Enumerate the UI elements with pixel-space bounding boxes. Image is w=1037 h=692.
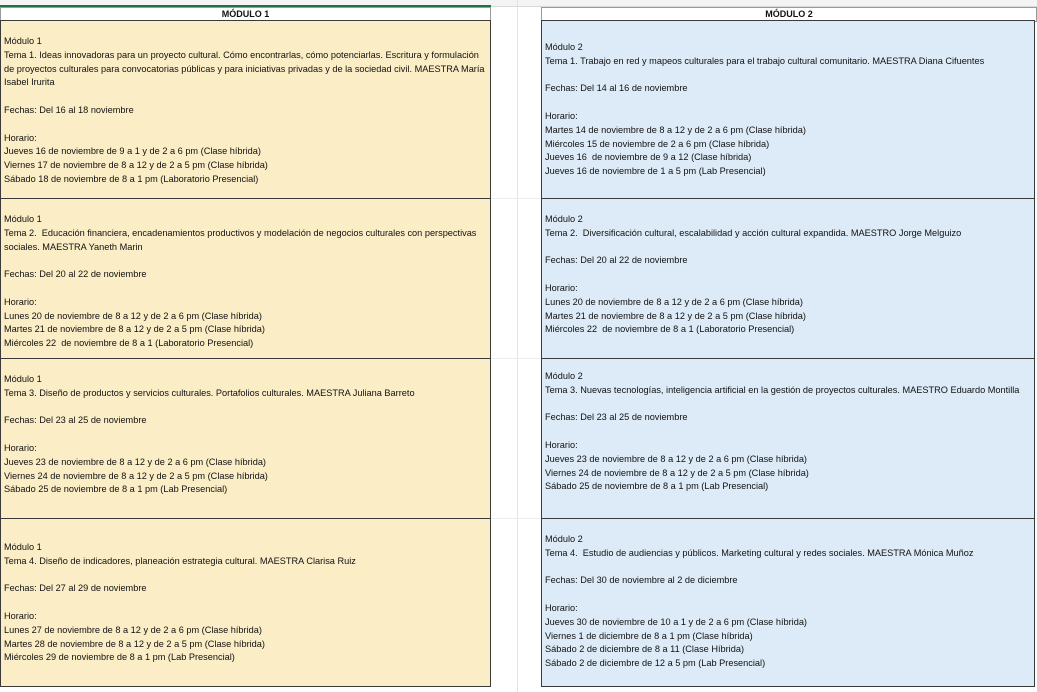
topic-text: Tema 3. Diseño de productos y servicios culturales. Portafolios culturales. MAESTRA Juliana Barreto xyxy=(4,387,415,398)
schedule-line: Miércoles 29 de noviembre de 8 a 1 pm (Lab Presencial) xyxy=(4,652,235,663)
schedule-label: Horario: xyxy=(4,610,37,621)
dates-text: Fechas: Del 14 al 16 de noviembre xyxy=(545,83,688,94)
schedule-line: Jueves 30 de noviembre de 10 a 1 y de 2 a 6 pm (Clase híbrida) xyxy=(545,616,807,627)
schedule-label: Horario: xyxy=(4,296,37,307)
schedule-line: Miércoles 15 de noviembre de 2 a 6 pm (Clase híbrida) xyxy=(545,138,770,149)
module-label: Módulo 2 xyxy=(545,214,583,224)
schedule-line: Sábado 2 de diciembre de 8 a 11 (Clase Híbrida) xyxy=(545,644,745,655)
dates-text: Fechas: Del 20 al 22 de noviembre xyxy=(4,269,147,280)
topic-text: Tema 3. Nuevas tecnologías, inteligencia artificial en la gestión de proyectos culturales. MAESTRO Eduardo Montilla xyxy=(545,384,1020,395)
schedule-line: Sábado 25 de noviembre de 8 a 1 pm (Lab Presencial) xyxy=(4,484,228,495)
schedule-line: Lunes 27 de noviembre de 8 a 12 y de 2 a 6 pm (Clase híbrida) xyxy=(4,624,262,635)
dates-text: Fechas: Del 16 al 18 noviembre xyxy=(4,104,134,115)
module1-cell-3[interactable] xyxy=(0,358,491,519)
schedule-line: Martes 21 de noviembre de 8 a 12 y de 2 a 5 pm (Clase híbrida) xyxy=(545,310,806,321)
module-label: Módulo 1 xyxy=(4,374,42,384)
module2-cell-1[interactable] xyxy=(541,20,1035,199)
module-label: Módulo 2 xyxy=(545,42,583,52)
dates-text: Fechas: Del 20 al 22 de noviembre xyxy=(545,255,688,266)
schedule-label: Horario: xyxy=(545,110,578,121)
topic-text: Tema 4. Diseño de indicadores, planeación estrategia cultural. MAESTRA Clarisa Ruiz xyxy=(4,555,356,566)
module1-header[interactable]: MÓDULO 1 xyxy=(0,7,491,22)
schedule-line: Martes 28 de noviembre de 8 a 12 y de 2 a 5 pm (Clase híbrida) xyxy=(4,638,265,649)
topic-text: Tema 2. Educación financiera, encadenamientos productivos y modelación de negocios culturales con perspectivas sociales. MAESTRA Yaneth Marin xyxy=(4,227,479,252)
schedule-line: Sábado 25 de noviembre de 8 a 1 pm (Lab Presencial) xyxy=(545,481,769,492)
module2-header[interactable]: MÓDULO 2 xyxy=(541,7,1037,22)
module1-cell-1[interactable] xyxy=(0,20,491,199)
schedule-line: Viernes 24 de noviembre de 8 a 12 y de 2 a 5 pm (Clase híbrida) xyxy=(4,470,268,481)
schedule-line: Sábado 2 de diciembre de 12 a 5 pm (Lab Presencial) xyxy=(545,658,766,669)
topic-text: Tema 4. Estudio de audiencias y públicos. Marketing cultural y redes sociales. MAESTRA Mónica Muñoz xyxy=(545,547,974,558)
dates-text: Fechas: Del 27 al 29 de noviembre xyxy=(4,583,147,594)
schedule-label: Horario: xyxy=(4,132,37,143)
schedule-label: Horario: xyxy=(4,442,37,453)
module1-cell-4[interactable] xyxy=(0,518,491,687)
schedule-line: Miércoles 22 de noviembre de 8 a 1 (Laboratorio Presencial) xyxy=(4,338,254,349)
module2-cell-4[interactable] xyxy=(541,518,1035,687)
module-label: Módulo 1 xyxy=(4,36,42,46)
topic-text: Tema 2. Diversificación cultural, escalabilidad y acción cultural expandida. MAESTRO Jorge Melguizo xyxy=(545,227,962,238)
schedule-label: Horario: xyxy=(545,602,578,613)
schedule-line: Viernes 1 de diciembre de 8 a 1 pm (Clase híbrida) xyxy=(545,630,753,641)
dates-text: Fechas: Del 23 al 25 de noviembre xyxy=(4,415,147,426)
schedule-line: Jueves 16 de noviembre de 1 a 5 pm (Lab Presencial) xyxy=(545,166,766,177)
module-label: Módulo 2 xyxy=(545,371,583,381)
module-label: Módulo 1 xyxy=(4,214,42,224)
schedule-line: Jueves 16 de noviembre de 9 a 12 (Clase híbrida) xyxy=(545,152,752,163)
schedule-line: Lunes 20 de noviembre de 8 a 12 y de 2 a 6 pm (Clase híbrida) xyxy=(545,296,803,307)
gridline xyxy=(517,0,518,692)
module2-cell-3[interactable] xyxy=(541,358,1035,519)
schedule-line: Jueves 16 de noviembre de 9 a 1 y de 2 a 6 pm (Clase híbrida) xyxy=(4,146,261,157)
schedule-line: Martes 14 de noviembre de 8 a 12 y de 2 a 6 pm (Clase híbrida) xyxy=(545,124,806,135)
schedule-line: Jueves 23 de noviembre de 8 a 12 y de 2 a 6 pm (Clase híbrida) xyxy=(4,456,266,467)
module-label: Módulo 1 xyxy=(4,542,42,552)
module-label: Módulo 2 xyxy=(545,534,583,544)
topic-text: Tema 1. Ideas innovadoras para un proyecto cultural. Cómo encontrarlas, cómo potenciarlas. Escritura y formulación de proyectos culturales para convocatorias públicas y para iniciativas privadas y de la sociedad civil. MAESTRA María Isabel Irurita xyxy=(4,49,488,88)
module2-cell-2[interactable] xyxy=(541,198,1035,359)
dates-text: Fechas: Del 23 al 25 de noviembre xyxy=(545,412,688,423)
schedule-line: Viernes 17 de noviembre de 8 a 12 y de 2 a 5 pm (Clase híbrida) xyxy=(4,160,268,171)
schedule-label: Horario: xyxy=(545,439,578,450)
schedule-line: Viernes 24 de noviembre de 8 a 12 y de 2 a 5 pm (Clase híbrida) xyxy=(545,467,809,478)
schedule-line: Jueves 23 de noviembre de 8 a 12 y de 2 a 6 pm (Clase híbrida) xyxy=(545,453,807,464)
topic-text: Tema 1. Trabajo en red y mapeos culturales para el trabajo cultural comunitario. MAESTRA Diana Cifuentes xyxy=(545,55,985,66)
dates-text: Fechas: Del 30 de noviembre al 2 de diciembre xyxy=(545,575,738,586)
module1-cell-2[interactable] xyxy=(0,198,491,359)
schedule-line: Sábado 18 de noviembre de 8 a 1 pm (Laboratorio Presencial) xyxy=(4,173,259,184)
schedule-line: Miércoles 22 de noviembre de 8 a 1 (Laboratorio Presencial) xyxy=(545,324,795,335)
schedule-line: Lunes 20 de noviembre de 8 a 12 y de 2 a 6 pm (Clase híbrida) xyxy=(4,310,262,321)
schedule-line: Martes 21 de noviembre de 8 a 12 y de 2 a 5 pm (Clase híbrida) xyxy=(4,324,265,335)
schedule-label: Horario: xyxy=(545,282,578,293)
